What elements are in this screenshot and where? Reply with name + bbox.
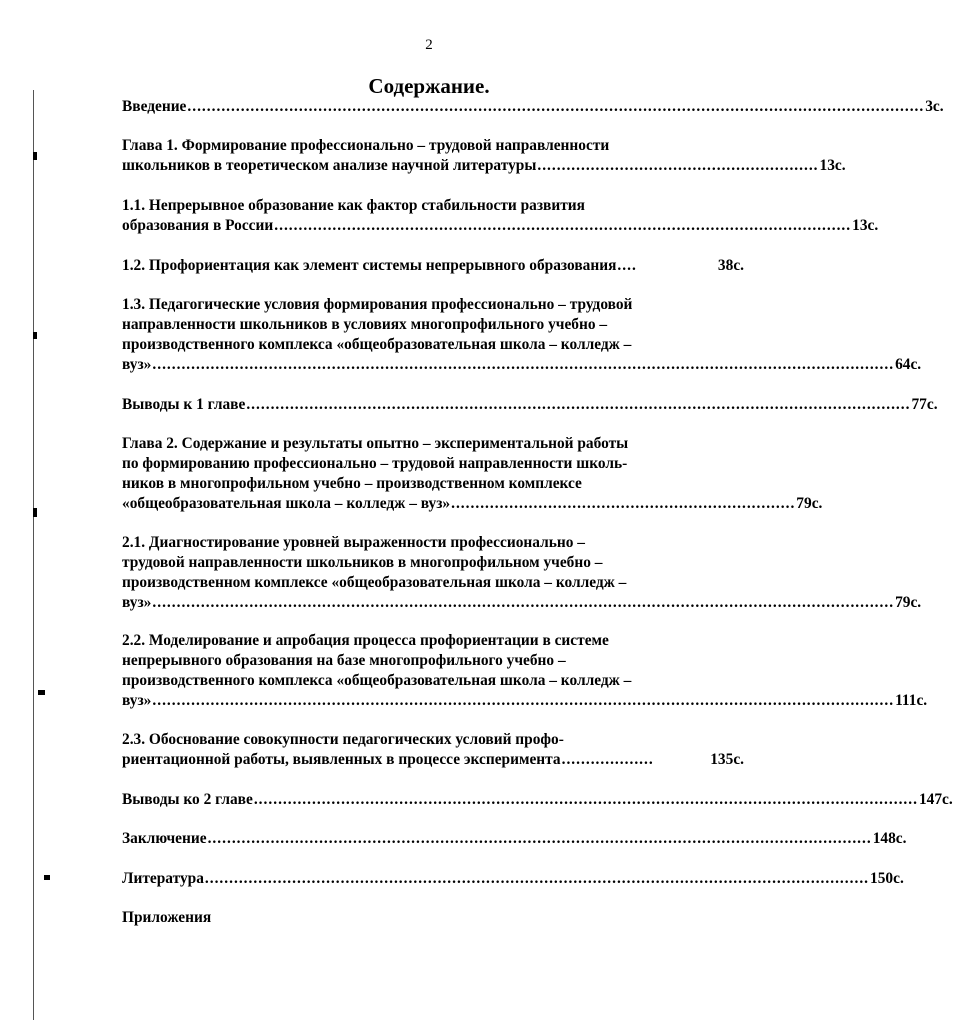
toc-entry-chapter-1: Глава 1. Формирование профессионально – трудовой направленности школьников в теоретическом анализе научной литературы .......................................................... 13с. bbox=[122, 137, 846, 174]
scan-mark bbox=[33, 508, 37, 517]
toc-entry-conclusion: Заключение ......................................................................................................................................... 148с. bbox=[122, 830, 907, 847]
toc-entry-text: Приложения bbox=[122, 909, 212, 926]
toc-entry-page: 111с. bbox=[895, 692, 928, 709]
toc-entry-text: Литература bbox=[122, 870, 204, 887]
toc-entry-1-2: 1.2. Профориентация как элемент системы непрерывного образования .... 38с. bbox=[122, 257, 744, 274]
toc-entry-text: Заключение bbox=[122, 830, 207, 847]
toc-entry-conclusions-2: Выводы ко 2 главе ......................................................................................................................................... 147с. bbox=[122, 791, 953, 808]
toc-entry-page: 64с. bbox=[895, 356, 922, 373]
toc-entry-2-3: 2.3. Обоснование совокупности педагогических условий профо- риентационной работы, выявленных в процессе эксперимента ................... 135с. bbox=[122, 731, 744, 768]
toc-entry-2-2: 2.2. Моделирование и апробация процесса профориентации в системе непрерывного образования на базе многопрофильного учебно – производственного комплекса «общеобразовательная школа – колледж – вуз» ......................................................................................................................................................... 111с. bbox=[122, 632, 928, 709]
scan-mark bbox=[33, 332, 37, 339]
scan-margin-line bbox=[33, 90, 34, 1020]
scan-mark bbox=[33, 152, 37, 160]
toc-entry-page: 148с. bbox=[872, 830, 907, 847]
page-number: 2 bbox=[425, 37, 433, 53]
toc-entry-page: 135с. bbox=[710, 751, 744, 768]
toc-entry-page: 13с. bbox=[852, 217, 879, 234]
scan-mark bbox=[38, 690, 45, 695]
toc-title: Содержание. bbox=[368, 74, 490, 98]
toc-entry-page: 147с. bbox=[918, 791, 953, 808]
toc-entry-page: 79с. bbox=[895, 594, 922, 611]
toc-entry-1-1: 1.1. Непрерывное образование как фактор стабильности развития образования в России ....................................................................................................................... 13с. bbox=[122, 197, 879, 234]
toc-entry-appendices bbox=[122, 908, 744, 928]
toc-entry-page: 13с. bbox=[819, 157, 846, 174]
toc-entry-page: 77с. bbox=[911, 396, 938, 413]
toc-entry-literature: Литература ......................................................................................................................................... 150с. bbox=[122, 870, 904, 887]
toc-entry-chapter-2: Глава 2. Содержание и результаты опытно – экспериментальной работы по формированию профессионально – трудовой направленности школь- ников в многопрофильном учебно – производственном комплексе «общеобразовательная школа – колледж – вуз» ....................................................................... 79с. bbox=[122, 435, 823, 512]
scan-mark bbox=[44, 875, 50, 880]
toc-entry-page: 150с. bbox=[870, 870, 904, 887]
toc-entry-1-3: 1.3. Педагогические условия формирования профессионально – трудовой направленности школьников в условиях многопрофильного учебно – производственного комплекса «общеобразовательная школа – колледж – вуз» ......................................................................................................................................................... 64с. bbox=[122, 296, 922, 373]
toc-entry-introduction: Введение ........................................................................................................................................................ 3с. bbox=[122, 98, 944, 115]
toc-entry-page: 38с. bbox=[717, 257, 744, 274]
toc-entry-conclusions-1: Выводы к 1 главе ......................................................................................................................................... 77с. bbox=[122, 396, 938, 413]
toc-entry-page: 79с. bbox=[796, 495, 823, 512]
toc-entry-text: Введение bbox=[122, 98, 187, 115]
toc-entry-page: 3с. bbox=[925, 98, 944, 115]
toc-entry-text: Выводы ко 2 главе bbox=[122, 791, 253, 808]
toc-entry-2-1: 2.1. Диагностирование уровней выраженности профессионально – трудовой направленности школьников в многопрофильном учебно – производственном комплексе «общеобразовательная школа – колледж – вуз» ......................................................................................................................................................... 79с. bbox=[122, 534, 922, 611]
toc-entry-text: Выводы к 1 главе bbox=[122, 396, 246, 413]
